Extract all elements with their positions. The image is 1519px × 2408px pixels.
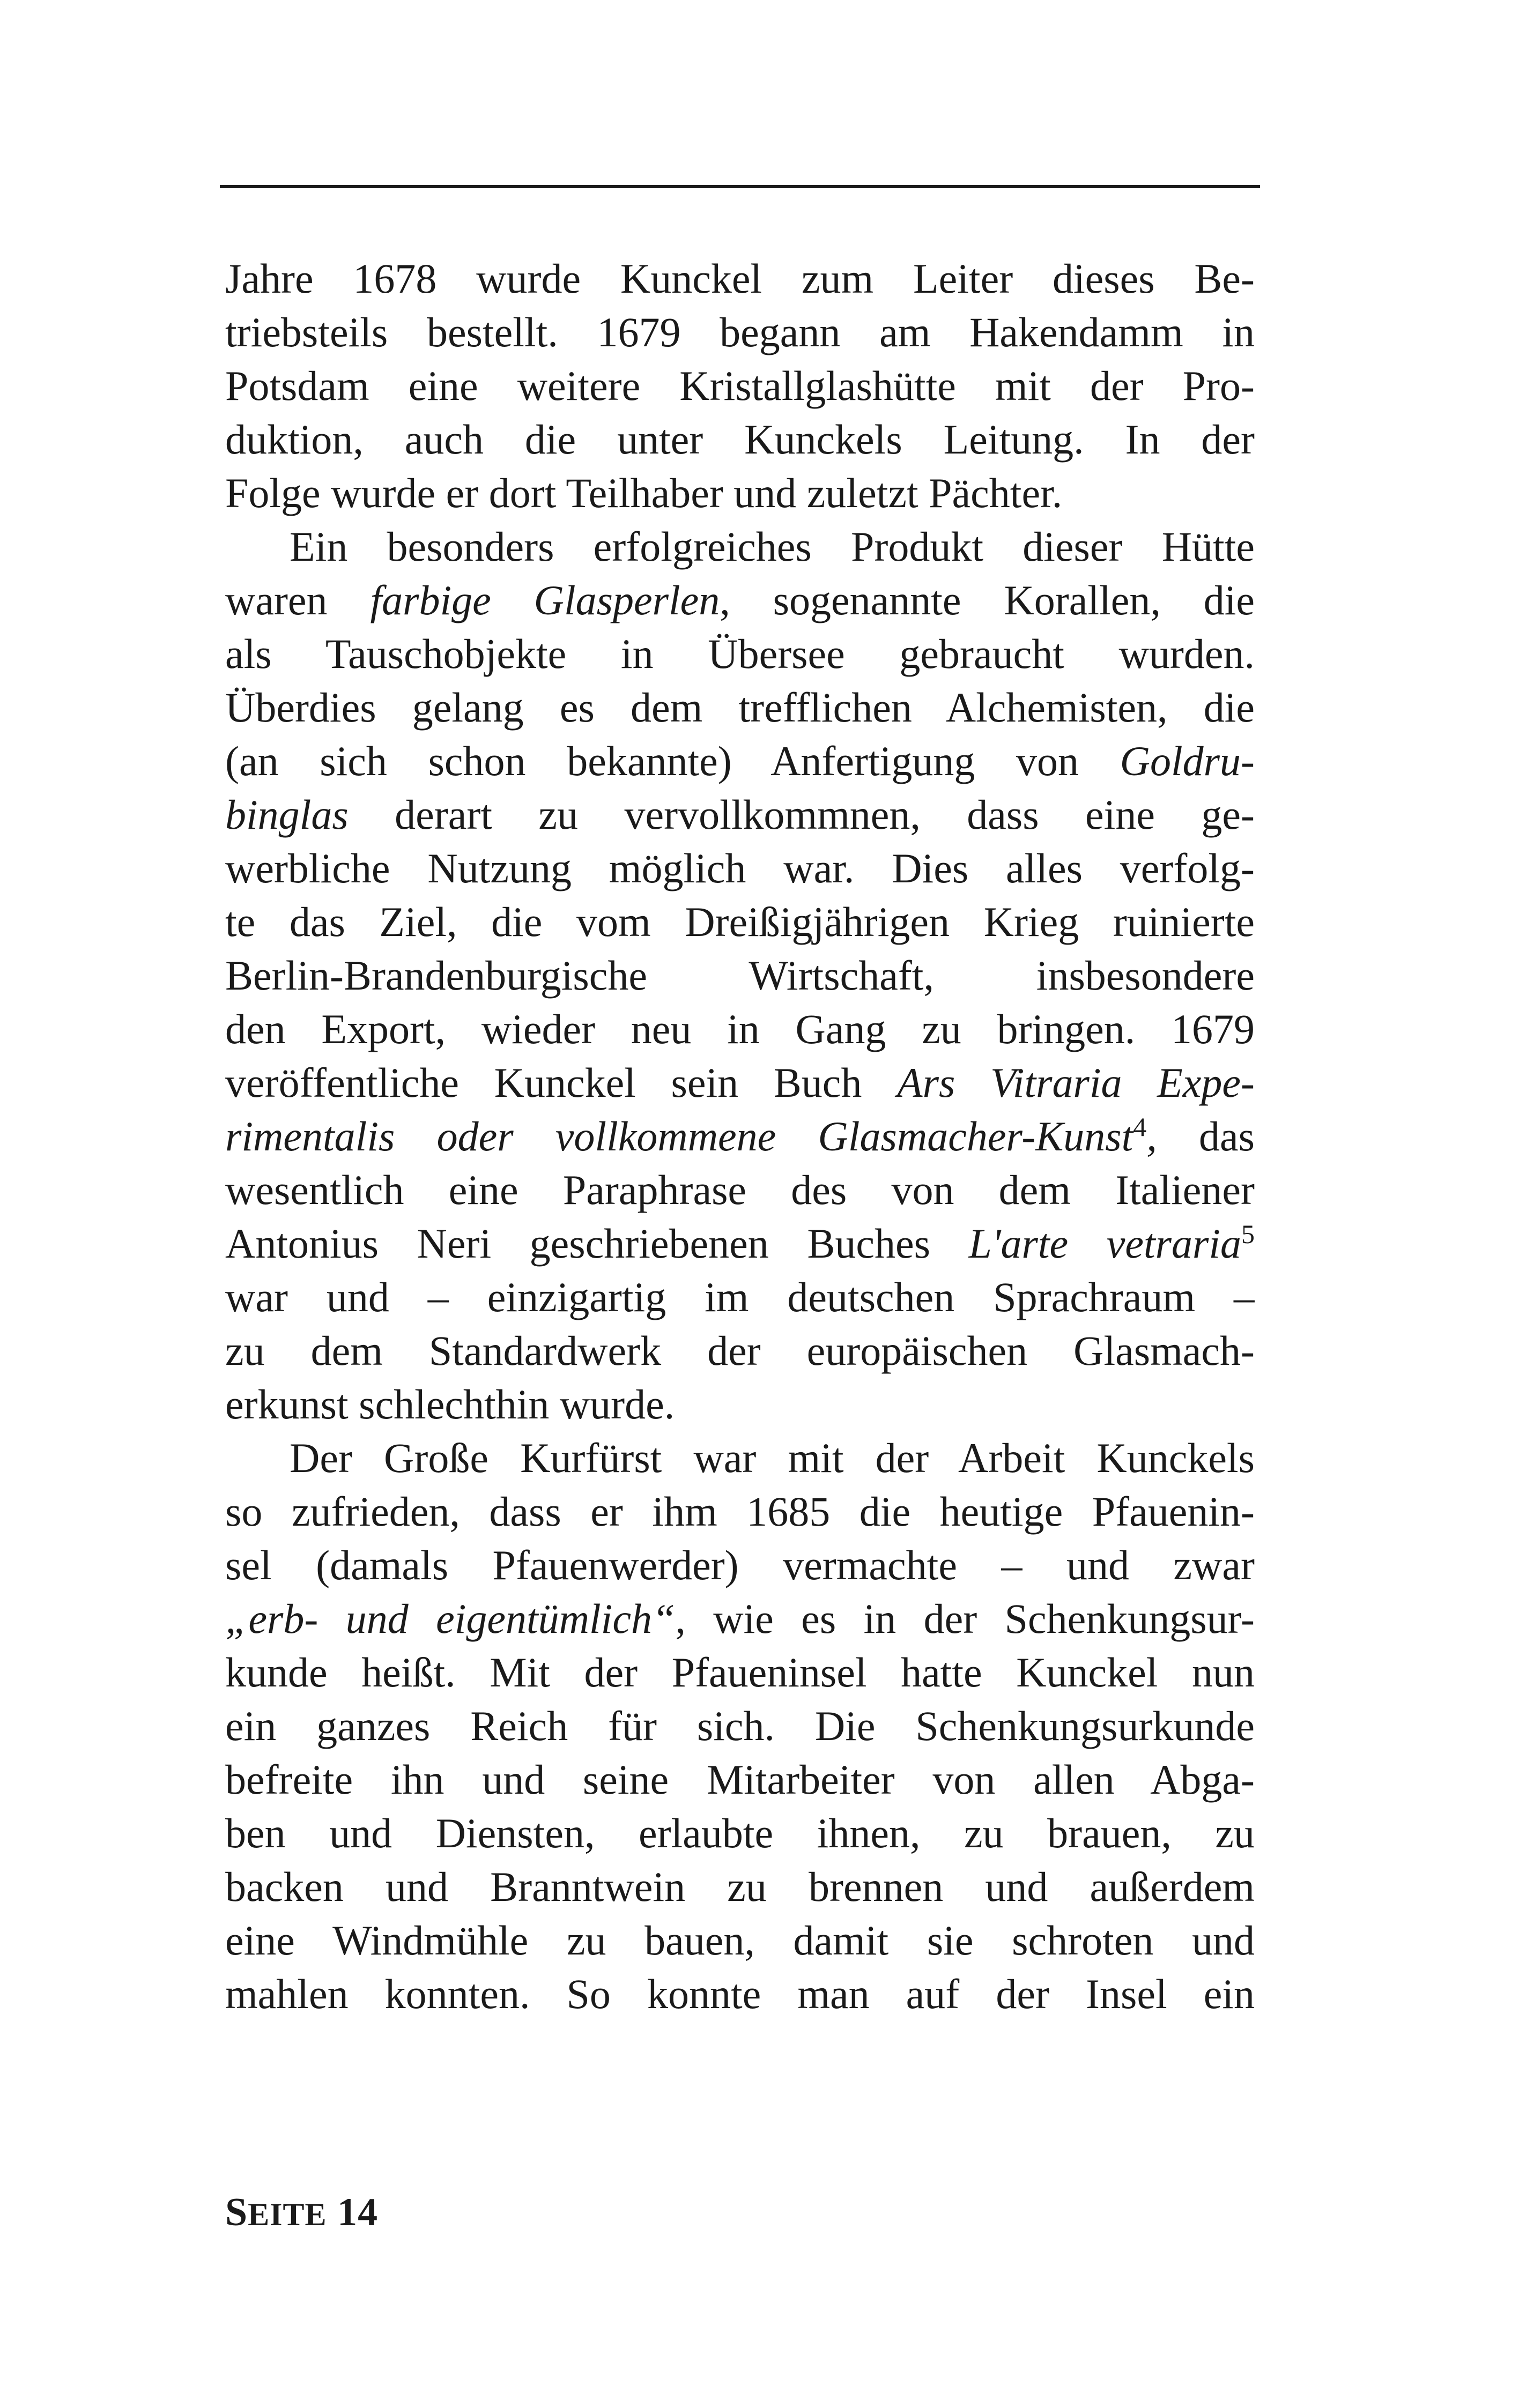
text-line [225,1592,1255,1646]
text-line [225,413,1255,466]
text-segment: waren [225,577,371,623]
text-segment: Folge wurde er dort Teilhaber und zuletzt Pächter. [225,470,1063,516]
text-segment: das [1157,1113,1255,1160]
text-segment: als Tauschobjekte in Übersee gebraucht wurden. [225,630,1255,677]
text-segment: eine Windmühle zu bauen, damit sie schroten und [225,1917,1255,1964]
text-line [225,252,1255,306]
text-line [225,1002,1255,1056]
text-segment: te das Ziel, die vom Dreißigjährigen Krieg ruinierte [225,898,1255,945]
text-line [225,1914,1255,1967]
text-line [225,949,1255,1002]
italic-text: Goldru- [1120,738,1255,784]
text-segment: werbliche Nutzung möglich war. Dies alles verfolg- [225,845,1255,891]
text-line [225,1217,1255,1270]
italic-text: farbige Glasperlen [370,577,720,623]
text-segment: , sogenannte Korallen, die [720,577,1255,623]
text-segment: backen und Branntwein zu brennen und außerdem [225,1863,1255,1910]
italic-text: „erb- und eigentümlich“ [225,1595,676,1642]
text-line [225,359,1255,413]
text-segment: ben und Diensten, erlaubte ihnen, zu brauen, zu [225,1810,1255,1856]
text-line [225,1110,1255,1163]
text-segment: mahlen konnten. So konnte man auf der Insel ein [225,1971,1255,2017]
text-segment: zu dem Standardwerk der europäischen Glasmach- [225,1327,1255,1374]
text-line [225,1163,1255,1217]
text-segment: (an sich schon bekannte) Anfertigung von [225,738,1120,784]
text-line [225,895,1255,949]
text-segment: triebsteils bestellt. 1679 begann am Hakendamm in [225,309,1255,355]
text-segment: befreite ihn und seine Mitarbeiter von allen Abga- [225,1756,1255,1803]
text-line [225,1807,1255,1860]
text-line [225,1539,1255,1592]
footnote-marker: 5 [1241,1219,1255,1249]
text-line [225,788,1255,842]
text-segment: kunde heißt. Mit der Pfaueninsel hatte Kunckel nun [225,1649,1255,1696]
text-segment: , wie es in der Schenkungsur- [675,1595,1255,1642]
text-segment: derart zu vervollkommnen, dass eine ge- [348,791,1255,838]
text-segment: so zufrieden, dass er ihm 1685 die heutige Pfauenin- [225,1488,1255,1535]
italic-text: Ars Vitraria Expe- [896,1059,1255,1106]
page-number: 14 [337,2190,379,2234]
text-segment: Überdies gelang es dem trefflichen Alchemisten, die [225,684,1255,731]
text-line [225,1699,1255,1753]
text-segment: duktion, auch die unter Kunckels Leitung. In der [225,416,1255,463]
text-line [225,466,1255,520]
text-line [225,1485,1255,1539]
text-line [225,1270,1255,1324]
text-line [225,1056,1255,1110]
italic-text: , [1146,1113,1157,1160]
text-segment: Potsdam eine weitere Kristallglashütte mit der Pro- [225,362,1255,409]
text-line [225,1753,1255,1807]
text-line [225,520,1255,574]
text-line [225,306,1255,359]
text-segment: Der Große Kurfürst war mit der Arbeit Kunckels [290,1435,1255,1481]
footer-label-rest: EITE [248,2197,327,2232]
text-line [225,1378,1255,1431]
header-rule [220,185,1260,188]
text-segment: Ein besonders erfolgreiches Produkt dieser Hütte [290,523,1255,570]
text-segment: Berlin-Brandenburgische Wirtschaft, insbesondere [225,952,1255,999]
text-line [225,1324,1255,1378]
text-line [225,1967,1255,2021]
text-line [225,1860,1255,1914]
text-segment: Antonius Neri geschriebenen Buches [225,1220,969,1267]
text-line [225,1646,1255,1699]
text-segment: war und – einzigartig im deutschen Sprachraum – [225,1274,1255,1320]
text-line [225,681,1255,734]
text-segment: sel (damals Pfauenwerder) vermachte – und zwar [225,1542,1255,1588]
italic-text: binglas [225,791,349,838]
text-line [225,627,1255,681]
body-text [225,252,1255,2021]
text-line [225,574,1255,627]
italic-text: L'arte vetraria [968,1220,1241,1267]
text-segment: Jahre 1678 wurde Kunckel zum Leiter dieses Be- [225,255,1255,302]
text-line [225,842,1255,895]
text-line [225,734,1255,788]
text-segment: ein ganzes Reich für sich. Die Schenkungsurkunde [225,1703,1255,1749]
italic-text: rimentalis oder vollkommene Glasmacher-Kunst [225,1113,1133,1160]
text-segment: den Export, wieder neu in Gang zu bringen. 1679 [225,1006,1255,1052]
text-segment: erkunst schlechthin wurde. [225,1381,675,1428]
footnote-marker: 4 [1133,1112,1147,1142]
text-segment: wesentlich eine Paraphrase des von dem Italiener [225,1166,1255,1213]
text-segment: veröffentliche Kunckel sein Buch [225,1059,897,1106]
footer-label-initial: S [225,2190,248,2234]
text-line [225,1431,1255,1485]
page-footer [225,2190,378,2235]
